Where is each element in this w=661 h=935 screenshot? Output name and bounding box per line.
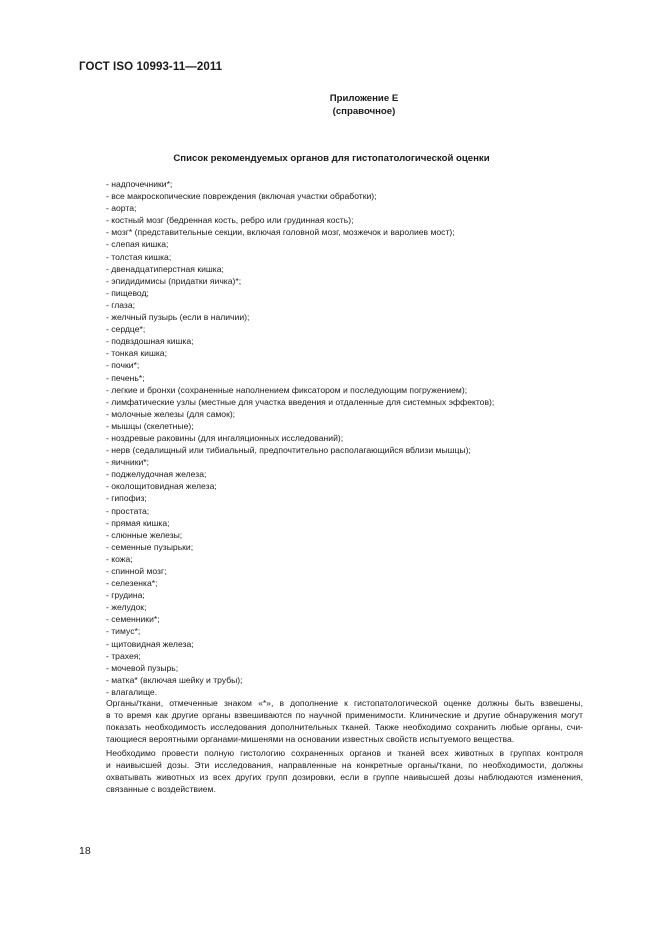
organ-list-item: - сердце*; xyxy=(106,324,146,335)
organ-list-item: - эпидидимисы (придатки яичка)*; xyxy=(106,275,242,286)
organ-list-item: - почки*; xyxy=(106,360,140,371)
organ-list-item: - околощитовидная железа; xyxy=(106,481,217,492)
organ-list-item: - спинной мозг; xyxy=(106,566,167,576)
organ-list-item: - гипофиз; xyxy=(106,493,147,504)
text-line: связанные с воздействием. xyxy=(106,784,216,795)
organ-list-item: - нерв (седалищный или тибиальный, предпочтительно располагающийся вблизи мышцы); xyxy=(106,445,471,456)
page-number: 18 xyxy=(79,845,91,857)
organ-list-item: - яичники*; xyxy=(106,457,150,468)
annex-subtitle: (справочное) xyxy=(332,106,396,117)
organ-list-item: - мочевой пузырь; xyxy=(106,662,179,673)
organ-list-item: - грудина; xyxy=(106,590,145,601)
organ-list-item: - мозг* (представительные секции, включая головной мозг, мозжечок и варолиев мост); xyxy=(106,227,455,238)
text-line: Органы/ткани, отмеченные знаком «*», в дополнение к гистопатологической оценке должны быть взвешены, xyxy=(106,698,583,708)
organ-list-item: - тонкая кишка; xyxy=(106,348,167,359)
organ-list-item: - простата; xyxy=(106,505,150,516)
text-line: в то время как другие органы взвешиваются по научной применимости. Клинические и другие обнаружения могут xyxy=(106,710,583,721)
organ-list-item: - селезенка*; xyxy=(106,578,158,589)
text-line: Необходимо провести полную гистологию сохраненных органов и тканей всех животных в группах контроля xyxy=(106,747,583,758)
organ-list-item: - глаза; xyxy=(106,299,135,310)
section-title: Список рекомендуемых органов для гистопатологической оценки xyxy=(173,153,490,164)
organ-list xyxy=(106,178,494,698)
text-line: и наивысшей дозы. Эти исследования, направленные на конкретные органы/ткани, по необходимости, должны xyxy=(106,759,583,770)
organ-list-item: - толстая кишка; xyxy=(106,251,172,262)
text-line: охватывать животных из всех других групп дозировки, если в группе наивысшей дозы наблюдаются изменения, xyxy=(106,772,583,783)
organ-list-item: - матка* (включая шейку и трубы); xyxy=(106,674,243,685)
organ-list-item: - двенадцатиперстная кишка; xyxy=(106,263,224,274)
body-text xyxy=(80,697,583,797)
organ-list-item: - семенники*; xyxy=(106,614,160,625)
organ-list-item: - легкие и бронхи (сохраненные наполнением фиксатором и последующим погружением); xyxy=(106,384,468,395)
paragraph-weighing-note xyxy=(80,697,583,745)
organ-list-item: - аорта; xyxy=(106,203,137,214)
organ-list-item: - семенные пузырьки; xyxy=(106,541,194,552)
organ-list-item: - слюнные железы; xyxy=(106,529,183,540)
organ-list-item: - печень*; xyxy=(106,372,145,383)
organ-list-item: - все макроскопические повреждения (включая участки обработки); xyxy=(106,191,377,202)
annex-heading xyxy=(300,92,428,118)
organ-list-item: - лимфатические узлы (местные для участка введения и отдаленные для системных эффектов); xyxy=(106,396,495,407)
organ-list-item: - мышцы (скелетные); xyxy=(106,420,194,431)
organ-list-item: - костный мозг (бедренная кость, ребро или грудинная кость); xyxy=(106,215,354,226)
annex-title: Приложение Е xyxy=(329,93,399,104)
organ-list-item: - тимус*; xyxy=(106,626,141,637)
organ-list-item: - желчный пузырь (если в наличии); xyxy=(106,312,250,323)
text-line: показать необходимость исследования дополнительных тканей. Также необходимо сохранить любые органы, счи- xyxy=(106,722,583,733)
organ-list-item: - поджелудочная железа; xyxy=(106,469,207,480)
organ-list-item: - надпочечники*; xyxy=(106,179,173,189)
organ-list-item: - ноздревые раковины (для ингаляционных исследований); xyxy=(106,432,344,443)
organ-list-item: - кожа; xyxy=(106,553,133,564)
organ-list-item: - подвздошная кишка; xyxy=(106,336,194,347)
organ-list-item: - пищевод; xyxy=(106,287,149,298)
organ-list-item: - трахея; xyxy=(106,650,141,661)
organ-list-item: - влагалище. xyxy=(106,686,158,697)
organ-list-item: - слепая кишка; xyxy=(106,239,169,250)
text-line: тающиеся вероятными органами-мишенями на основании известных свойств испытуемого вещества. xyxy=(106,734,515,745)
paragraph-histology-note xyxy=(80,747,583,795)
organ-list-item: - желудок; xyxy=(106,602,147,613)
organ-list-item: - молочные железы (для самок); xyxy=(106,408,236,419)
organ-list-item: - прямая кишка; xyxy=(106,517,170,528)
organ-list-item: - щитовидная железа; xyxy=(106,638,194,649)
standard-code: ГОСТ ISO 10993-11—2011 xyxy=(79,61,223,73)
